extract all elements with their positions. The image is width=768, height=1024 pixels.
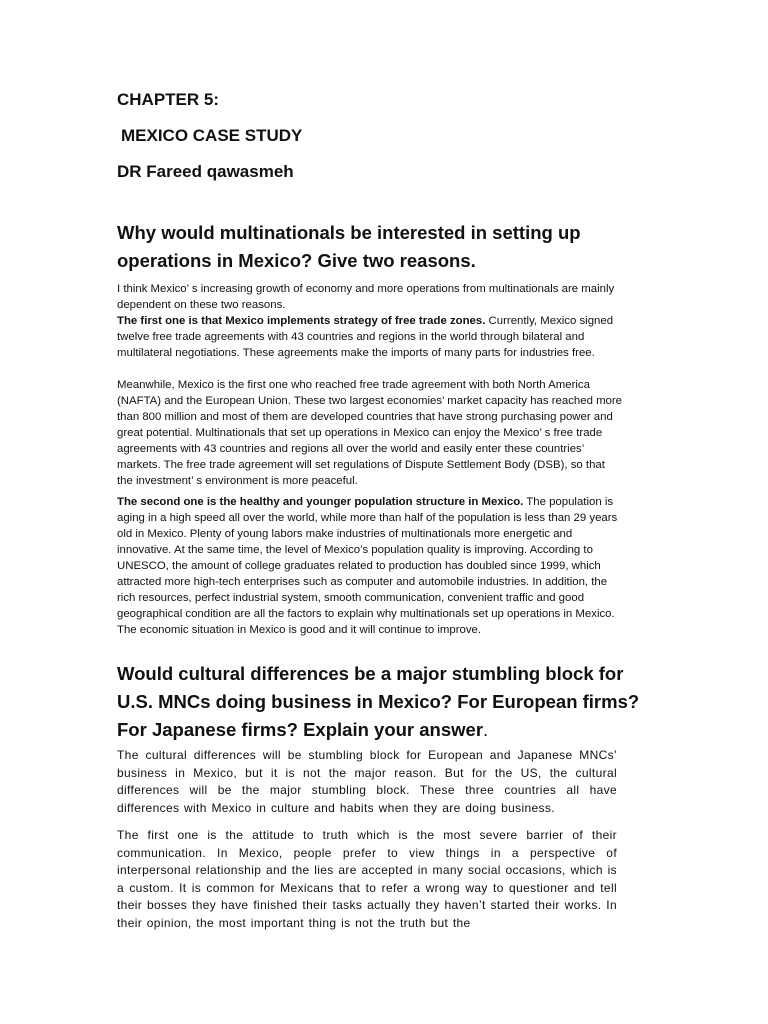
chapter-heading: CHAPTER 5:	[117, 90, 220, 109]
reason2-body: The population is aging in a high speed all over the world, while more than half of the population is less than 29 years old in Mexico. Plenty of young labors make industries of multinationals more energetic and innovative. At the same time, the level of Mexico’s population quality is improving. According to UNESCO, the amount of college graduates related to production has doubled since 1999, which attracted more high-tech enterprises such as computer and automobile industries. In addition, the rich resources, perfect industrial system, smooth communication, convenient traffic and good geographical condition are all the factors to explain why multinationals set up operations in Mexico. The economic situation in Mexico is good and it will continue to improve.	[117, 496, 618, 636]
question2-heading-text: Would cultural differences be a major stumbling block for U.S. MNCs doing business in Mexico? For European firms? For Japanese firms? Explain your answer	[117, 663, 640, 740]
question1-reason1	[117, 313, 623, 361]
question2-heading-period: .	[483, 719, 489, 740]
reason1-body: Currently, Mexico signed twelve free trade agreements with 43 countries and regions in the world through bilateral and multilateral negotiations. These agreements make the imports of many parts for industries free.	[117, 315, 614, 359]
question1-heading: Why would multinationals be interested in setting up operations in Mexico? Give two reasons.	[117, 222, 581, 271]
question2-heading	[117, 660, 657, 744]
reason2-lead: The second one is the healthy and younger population structure in Mexico.	[117, 496, 524, 508]
question2-paragraph2: The first one is the attitude to truth which is the most severe barrier of their communication. In Mexico, people prefer to view things in a perspective of interpersonal relationship and the lies are accepted in many social occasions, which is a custom. It is common for Mexicans that to refer a wrong way to questioner and tell their bosses they have finished their tasks actually they haven’t started their works. In their opinion, the most important thing is not the truth but the	[117, 828, 617, 930]
reason1-lead: The first one is that Mexico implements strategy of free trade zones.	[117, 315, 486, 327]
author-name: DR Fareed qawasmeh	[117, 162, 294, 181]
question1-reason2	[117, 494, 623, 638]
question1-intro: I think Mexico’ s increasing growth of economy and more operations from multinationals are mainly dependent on these two reasons.	[117, 283, 615, 311]
case-title: MEXICO CASE STUDY	[121, 126, 303, 145]
question2-paragraph1: The cultural differences will be stumbling block for European and Japanese MNCs’ business in Mexico, but it is not the major reason. But for the US, the cultural differences will be the major stumbling block. These three countries all have differences with Mexico in culture and habits when they are doing business.	[117, 748, 617, 815]
question1-reason1-continued: Meanwhile, Mexico is the first one who reached free trade agreement with both North America (NAFTA) and the European Union. These two largest economies’ market capacity has reached more than 800 million and most of them are developed countries that have strong purchasing power and great potential. Multinationals that set up operations in Mexico can enjoy the Mexico’ s free trade agreements with 43 countries and regions all over the world and easily enter these countries’ markets. The free trade agreement will set regulations of Dispute Settlement Body (DSB), so that the investment’ s environment is more peaceful.	[117, 379, 623, 487]
